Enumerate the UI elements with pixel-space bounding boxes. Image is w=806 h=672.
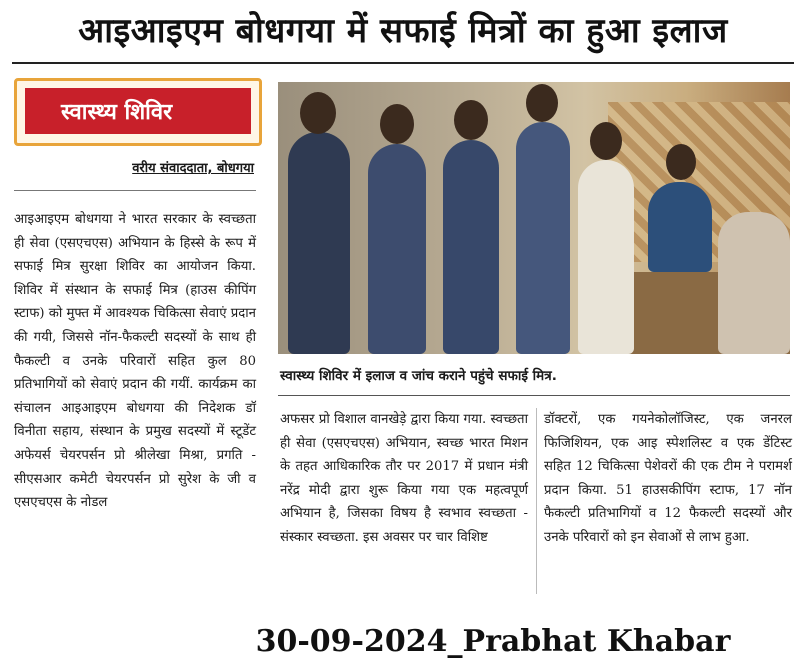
byline-rule	[14, 190, 256, 191]
photo-person-head	[526, 84, 558, 122]
photo-doctor	[648, 182, 712, 272]
headline-rule	[12, 62, 794, 64]
photo-person-head	[380, 104, 414, 144]
photo-person-head	[300, 92, 336, 134]
article-column-3: डॉक्टरों, एक गयनेकोलॉजिस्ट, एक जनरल फिजिशियन, एक आइ स्पेशलिस्ट व एक डेंटिस्ट सहित 12 चिकित्सा पेशेवरों की एक टीम ने परामर्श प्रदान किया. 51 हाउसकीपिंग स्टाफ, 17 नॉन फैकल्टी प्रतिभागियों व 12 फैकल्टी सदस्यों और उनके परिवारों को इन सेवाओं से लाभ हुआ.	[544, 412, 792, 545]
photo-person-head	[454, 100, 488, 140]
source-footer: 30-09-2024_Prabhat Khabar	[255, 624, 731, 659]
photo-person	[718, 212, 790, 354]
headline: आइआइएम बोधगया में सफाई मित्रों का हुआ इलाज	[78, 11, 728, 51]
photo-caption: स्वास्थ्य शिविर में इलाज व जांच कराने पहुंचे सफाई मित्र.	[280, 368, 557, 384]
photo-person	[368, 144, 426, 354]
photo-person	[516, 122, 570, 354]
photo-person	[578, 160, 634, 354]
article-column-2: अफसर प्रो विशाल वानखेड़े द्वारा किया गया. स्वच्छता ही सेवा (एसएचएस) अभियान, स्वच्छ भारत मिशन के तहत आधिकारिक तौर पर 2017 में प्रधान मंत्री नरेंद्र मोदी द्वारा शुरू किया गया एक महत्वपूर्ण अभियान है, जिसका विषय है स्वभाव स्वच्छता - संस्कार स्वच्छता. इस अवसर पर चार विशिष्ट	[280, 412, 528, 545]
caption-rule	[278, 395, 790, 396]
photo-person	[443, 140, 499, 354]
photo-person-head	[590, 122, 622, 160]
section-box	[14, 78, 262, 146]
section-label: स्वास्थ्य शिविर	[25, 88, 251, 134]
column-divider	[536, 408, 537, 594]
news-photo	[278, 82, 790, 354]
photo-person	[288, 132, 350, 354]
photo-doctor-head	[666, 144, 696, 180]
byline: वरीय संवाददाता, बोधगया	[132, 161, 254, 176]
article-column-1: आइआइएम बोधगया ने भारत सरकार के स्वच्छता ही सेवा (एसएचएस) अभियान के हिस्से के रूप में सफाई मित्र सुरक्षा शिविर का आयोजन किया. शिविर में संस्थान के सफाई मित्र (हाउस कीपिंग स्टाफ) को मुफ्त में आवश्यक चिकित्सा सेवाएं प्रदान की गयी, जिससे नॉन-फैकल्टी सदस्यों के साथ ही फैकल्टी व उनके परिवारों सहित कुल 80 प्रतिभागियों को सेवाएं प्रदान की गयीं. कार्यक्रम का संचालन आइआइएम बोधगया की निदेशक डॉ विनीता सहाय, संस्थान के प्रमुख सदस्यों में स्टूडेंट अफेयर्स चेयरपर्सन प्रो श्रीलेखा मिश्रा, प्रगति - सीएसआर कमेटी चेयरपर्सन प्रो सुरेश के जी व एसएचएस के नोडल	[14, 212, 256, 511]
